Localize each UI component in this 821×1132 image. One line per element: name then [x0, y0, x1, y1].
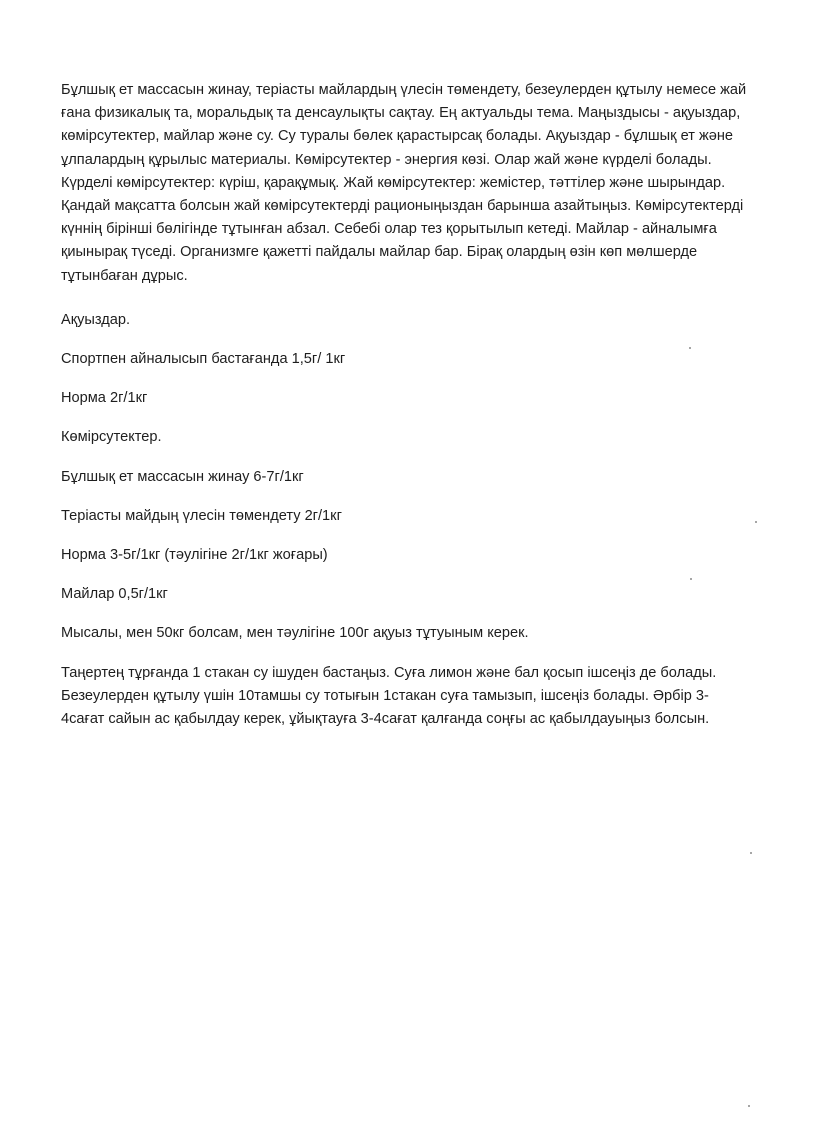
carbohydrates-heading: Көмірсутектер. — [61, 429, 162, 446]
scan-speck — [748, 1105, 750, 1107]
fats-norm: Майлар 0,5г/1кг — [61, 586, 168, 603]
scan-speck — [690, 578, 692, 580]
proteins-beginner-norm: Спортпен айналысып бастағанда 1,5г/ 1кг — [61, 351, 346, 368]
document-body — [61, 79, 751, 731]
closing-paragraph: Таңертең тұрғанда 1 стакан су ішуден бастаңыз. Суға лимон және бал қосып ішсеңіз де болады. Безеулерден құтылу үшін 10тамшы су тотығын 1стакан суға тамызып, ішсеңіз болады. Әрбір 3-4сағат сайын ас қабылдау керек, ұйықтауға 3-4сағат қалғанда соңғы ас қабылдауыңыз болсын. — [61, 664, 717, 728]
carbs-norm: Норма 3-5г/1кг (тәулігіне 2г/1кг жоғары) — [61, 547, 328, 564]
carbs-fat-loss: Теріасты майдың үлесін төмендету 2г/1кг — [61, 507, 342, 524]
proteins-norm: Норма 2г/1кг — [61, 390, 148, 407]
proteins-heading: Ақуыздар. — [61, 311, 131, 328]
scan-speck — [750, 852, 752, 854]
intro-paragraph: Бұлшық ет массасын жинау, теріасты майлардың үлесін төмендету, безеулерден құтылу немесе жай ғана физикалық та, моральдық та денсаулықты сақтау. Ең актуальды тема. Маңыздысы - ақуыздар, көмірсутектер, майлар және су. Су туралы бөлек қарастырсақ болады. Ақуыздар - бұлшық ет және ұлпалардың құрылыс материалы. Көмірсутектер - энергия көзі. Олар жай және күрделі болады. Күрделі көмірсутектер: күріш, қарақұмық. Жай көмірсутектер: жемістер, тәттілер және шырындар. Қандай мақсатта болсын жай көмірсутектерді рационыңыздан барынша азайтыңыз. Көмірсутектерді күннің бірінші бөлігінде тұтынған абзал. Себебі олар тез қорытылып кетеді. Майлар - айналымға қиынырақ түседі. Организмге қажетті пайдалы майлар бар. Бірақ олардың өзін көп мөлшерде тұтынбаған дұрыс. — [61, 82, 747, 284]
scan-speck — [755, 521, 757, 523]
scan-speck — [689, 347, 691, 349]
carbs-muscle-gain: Бұлшық ет массасын жинау 6-7г/1кг — [61, 468, 304, 485]
example-line: Мысалы, мен 50кг болсам, мен тәулігіне 100г ақуыз тұтуыным керек. — [61, 625, 529, 642]
